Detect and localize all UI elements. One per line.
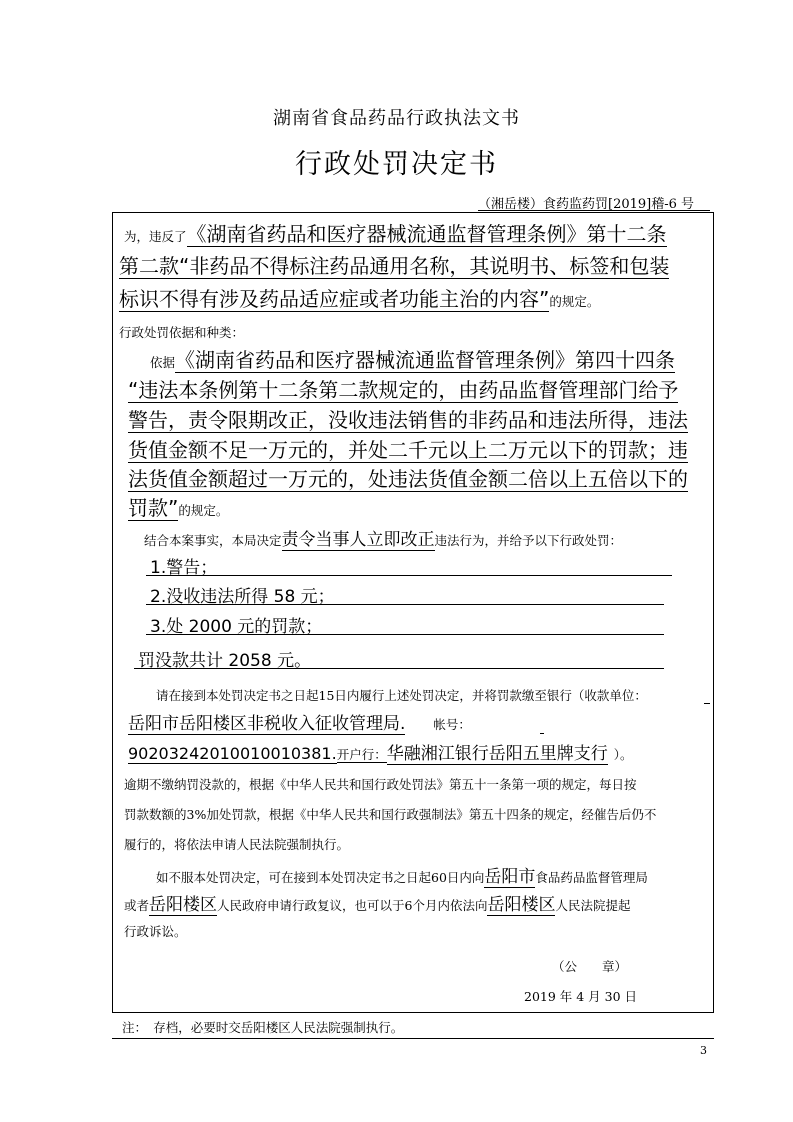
payment-account-line xyxy=(128,739,632,764)
seal-label: （公 章） xyxy=(552,959,628,974)
note-bottom-border xyxy=(112,1038,714,1039)
payment-close: ）。 xyxy=(613,747,633,762)
basis-line-2 xyxy=(128,374,678,403)
basis-text-2: “违法本条例第十二条第二款规定的，由药品监督管理部门给予 xyxy=(128,378,679,402)
bank-name: 华融湘江银行岳阳五里牌支行 xyxy=(386,744,608,764)
account-label-underline xyxy=(540,733,544,734)
penalty-item-2: 2.没收违法所得 58 元； xyxy=(150,587,335,607)
overdue-line-3: 履行的，将依法申请人民法院强制执行。 xyxy=(124,837,350,852)
decision-line xyxy=(144,525,622,550)
violation-line-2 xyxy=(119,250,669,279)
overdue-line-2: 罚款数额的3%加处罚款，根据《中华人民共和国行政强制法》第五十四条的规定，经催告后仍不 xyxy=(124,807,657,822)
doc-number-underline xyxy=(478,210,710,211)
appeal-line-3: 行政诉讼。 xyxy=(124,924,187,939)
basis-heading: 行政处罚依据和种类： xyxy=(119,325,245,340)
form-right-border xyxy=(713,212,714,1012)
violation-suffix: 的规定。 xyxy=(549,294,600,309)
violation-prefix: 为，违反了 xyxy=(124,229,187,244)
decision-suffix: 违法行为，并给予以下行政处罚： xyxy=(434,533,623,548)
appeal-prefix: 如不服本处罚决定，可在接到本处罚决定书之日起60日内向 xyxy=(156,870,485,885)
penalty-item-3-underline xyxy=(146,634,664,635)
document-type-header: 湖南省食品药品行政执法文书 xyxy=(273,108,520,129)
penalty-item-1-underline xyxy=(146,575,672,576)
basis-line-1 xyxy=(150,344,675,373)
payment-payee-line xyxy=(128,709,471,734)
account-label: 帐号： xyxy=(433,717,471,732)
appeal-district-court: 岳阳楼区 xyxy=(487,895,556,915)
penalty-total-underline xyxy=(134,668,664,669)
appeal-court-suffix: 人民法院提起 xyxy=(555,898,631,913)
account-number: 90203242010010010381. xyxy=(128,744,337,763)
basis-text-3: 警告，责令限期改正，没收违法销售的非药品和违法所得，违法 xyxy=(128,408,688,432)
violation-line-1 xyxy=(124,218,667,247)
payment-intro-underline xyxy=(704,703,710,704)
violation-law-text: 《湖南省药品和医疗器械流通监督管理条例》第十二条 xyxy=(186,222,667,246)
page-title: 行政处罚决定书 xyxy=(295,149,498,180)
footnote: 注： 存档，必要时交岳阳楼区人民法院强制执行。 xyxy=(122,1020,404,1035)
basis-prefix: 依据 xyxy=(150,355,176,370)
basis-text-6: 罚款” xyxy=(128,496,179,520)
penalty-item-1: 1.警告； xyxy=(150,558,218,578)
basis-text-5: 法货值金额超过一万元的，处违法货值金额二倍以上五倍以下的 xyxy=(128,467,688,491)
appeal-line-1 xyxy=(156,862,648,887)
form-top-border xyxy=(112,212,714,213)
violation-line-3 xyxy=(119,283,599,312)
basis-text-4: 货值金额不足一万元的，并处二千元以上二万元以下的罚款；违 xyxy=(128,438,688,462)
basis-line-6 xyxy=(128,492,228,521)
page-number: 3 xyxy=(700,1044,707,1057)
basis-suffix: 的规定。 xyxy=(178,503,229,518)
violation-clause-text: 第二款“非药品不得标注药品通用名称，其说明书、标签和包装 xyxy=(119,254,670,278)
payment-intro: 请在接到本处罚决定书之日起15日内履行上述处罚决定，并将罚款缴至银行（收款单位： xyxy=(156,688,647,703)
appeal-district: 岳阳楼区 xyxy=(149,895,218,915)
appeal-line-2 xyxy=(124,890,631,915)
appeal-or: 或者 xyxy=(124,898,150,913)
overdue-line-1: 逾期不缴纳罚没款的，根据《中华人民共和国行政处罚法》第五十一条第一项的规定，每日按 xyxy=(124,777,637,792)
appeal-mid: 人民政府申请行政复议，也可以于6个月内依法向 xyxy=(217,898,488,913)
basis-law-text: 《湖南省药品和医疗器械流通监督管理条例》第四十四条 xyxy=(175,348,676,372)
form-left-border xyxy=(112,212,113,1012)
decision-prefix: 结合本案事实，本局决定 xyxy=(144,533,282,548)
violation-clause-end: 标识不得有涉及药品适应症或者功能主治的内容” xyxy=(119,287,550,311)
bank-label: 开户行： xyxy=(336,747,387,762)
note-top-border xyxy=(112,1012,714,1013)
appeal-agency: 食品药品监督管理局 xyxy=(535,870,648,885)
issue-date: 2019 年 4 月 30 日 xyxy=(524,989,638,1004)
basis-line-4 xyxy=(128,434,688,463)
payee-name: 岳阳市岳阳楼区非税收入征收管理局. xyxy=(128,714,406,734)
penalty-item-3: 3.处 2000 元的罚款； xyxy=(150,617,323,637)
decision-action: 责令当事人立即改正 xyxy=(281,530,435,550)
basis-line-3 xyxy=(128,404,688,433)
penalty-total: 罚没款共计 2058 元。 xyxy=(138,651,312,671)
penalty-item-2-underline xyxy=(146,604,664,605)
basis-line-5 xyxy=(128,463,688,492)
document-number: （湘岳楼）食药监药罚[2019]稽-6 号 xyxy=(478,197,695,212)
appeal-city: 岳阳市 xyxy=(484,867,536,887)
